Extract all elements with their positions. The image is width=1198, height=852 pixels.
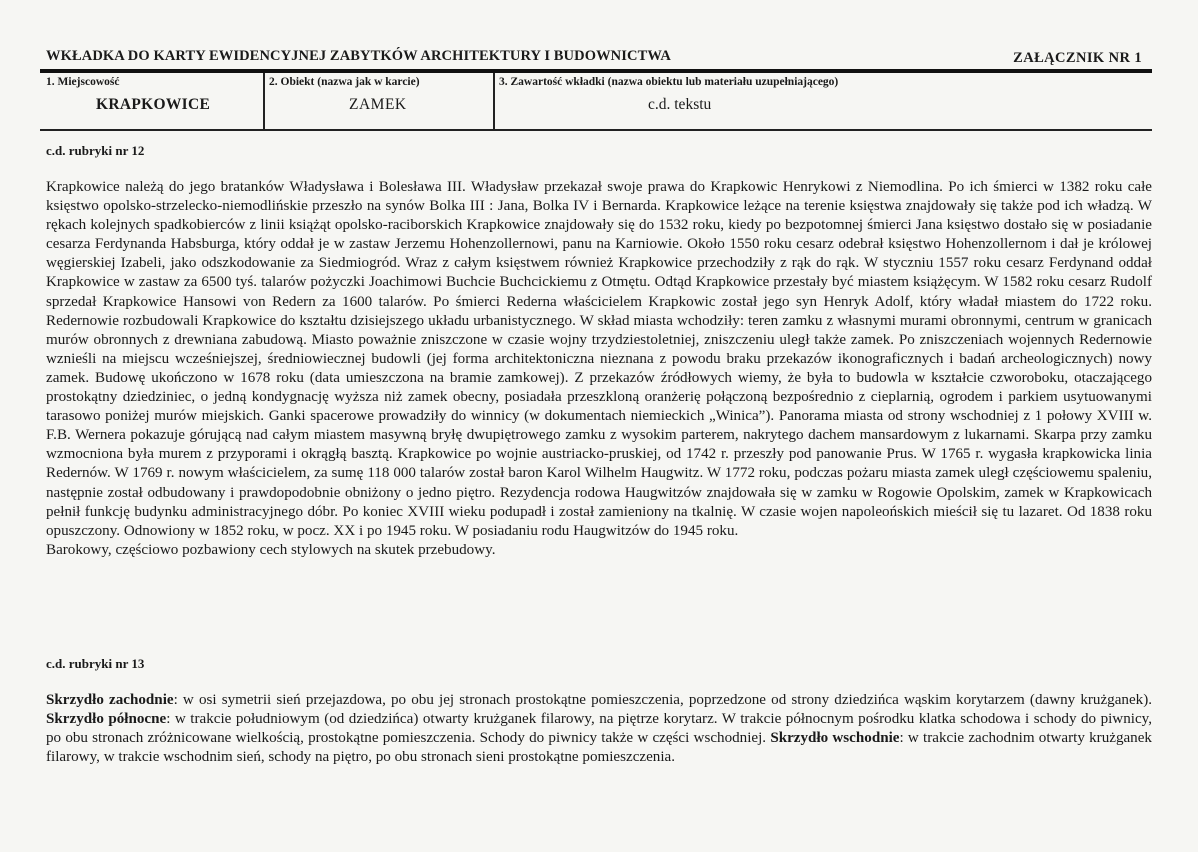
- east-wing-heading: Skrzydło wschodnie: [770, 730, 900, 747]
- east-wing-text: : w trakcie zachodnim otwarty krużganek filarowy, w trakcie wschodnim sień, schody na piętro, po obu stronach sieni prostokątne pomieszczenia.: [46, 730, 1152, 766]
- attachment-number: ZAŁĄCZNIK NR 1: [1013, 50, 1142, 66]
- north-wing-heading: Skrzydło północne: [46, 711, 167, 728]
- locality-value: KRAPKOWICE: [96, 96, 211, 113]
- section-12-paragraph: Krapkowice należą do jego bratanków Władysława i Bolesława III. Władysław przekazał swoje prawa do Krapkowic Henrykowi z Niemodlina. Po ich śmierci w 1382 roku całe księstwo opolsko-strzelecko-niemodlińskie przeszło na synów Bolka III : Jana, Bolka IV i Bernarda. Krapkowice leżące na terenie księstwa znajdowały się także pod ich władzą. W rękach kolejnych spadkobierców z linii książąt opolsko-raciborskich Krapkowice znajdowały się do 1532 roku, kiedy po bezpotomnej śmierci Jana księstwo dostało się w posiadanie cesarza Ferdynanda Habsburga, który oddał je w zastaw Jerzemu Hohenzollernowi, panu na Karniowie. Około 1550 roku cesarz odebrał księstwo Hohenzollernom i dał je królowej węgierskiej Izabeli, jako odszkodowanie za Siedmiogród. Wraz z całym księstwem również Krapkowice przechodziły z rąk do rąk. W styczniu 1557 roku cesarz Ferdynand oddał Krapkowice w zastaw za 6500 tyś. talarów pożyczki Joachimowi Buchcie Buchcickiemu z Otmętu. Odtąd Krapkowice przestały być miastem książęcym. W 1582 roku cesarz Rudolf sprzedał Krapkowice Hansowi von Redern za 1600 talarów. Po śmierci Rederna właścicielem Krapkowic został jego syn Henryk Adolf, który władał miastem do 1722 roku. Redernowie rozbudowali Krapkowice do kształtu dzisiejszego układu urbanistycznego. W skład miasta wchodziły: teren zamku z własnymi murami obronnymi, centrum w granicach murów obronnych z drewniana zabudową. Miasto poważnie zniszczone w czasie wojny trzydziestoletniej, zniszczeniu uległ także zamek. Po zniszczeniach wojennych Redernowie wznieśli na miejscu wcześniejszej, średniowiecznej budowli (jej forma architektoniczna nieznana z powodu braku przekazów ikonograficznych i badań archeologicznych) nowy zamek. Budowę ukończono w 1678 roku (data umieszczona na bramie zamkowej). Z przekazów źródłowych wiemy, że była to budowla w kształcie czworoboku, otaczającego prostokątny dziedziniec, o jedną kondygnację wyższa niż zamek obecny, posiadała przeszkloną oranżerię połączoną bezpośrednio z cieplarnią, ogrodem i parkiem usytuowanymi tarasowo poniżej murów miejskich. Ganki spacerowe prowadziły do winnicy (w dokumentach niemieckich „Winica”). Panorama miasta od strony wschodniej z 1 połowy XVIII w. F.B. Wernera pokazuje górującą nad całym miastem masywną bryłę dwupiętrowego zamku z wysokim parterem, nakrytego dachem mansardowym z lukarnami. Skarpa przy zamku wzmocniona była murem z przyporami i okrągłą basztą. Krapkowice po wojnie austriacko-pruskiej, od 1742 r. przeszły pod panowanie Prus. W 1765 r. wygasła krapkowicka linia Redernów. W 1769 r. nowym właścicielem, za sumę 118 000 talarów został baron Karol Wilhelm Haugwitz. W 1772 roku, podczas pożaru miasta zamek uległ częściowemu spaleniu, następnie został odbudowany i prawdopodobnie obniżony o jedno piętro. Rezydencja rodowa Haugwitzów znajdowała się w zamku w Rogowie Opolskim, zamek w Krapkowicach pełnił funkcję budynku administracyjnego dóbr. Po koniec XVIII wieku podupadł i został zamieniony na tkalnię. W czasie wojen napoleońskich mieścił się tu lazaret. Od 1838 roku opuszczony. Odnowiony w 1852 roku, w pocz. XX i po 1945 roku. W posiadaniu rodu Haugwitzów do 1945 roku.: [46, 179, 1152, 539]
- section-12-summary: Barokowy, częściowo pozbawiony cech stylowych na skutek przebudowy.: [46, 541, 496, 558]
- header-rule: [40, 69, 1152, 73]
- object-value: ZAMEK: [349, 96, 407, 113]
- fields-rule: [40, 129, 1152, 131]
- form-title: WKŁADKA DO KARTY EWIDENCYJNEJ ZABYTKÓW ARCHITEKTURY I BUDOWNICTWA: [46, 48, 671, 64]
- locality-label: 1. Miejscowość: [46, 76, 120, 88]
- west-wing-heading: Skrzydło zachodnie: [46, 692, 174, 708]
- north-wing-text: : w trakcie południowym (od dziedzińca) otwarty krużganek filarowy, na piętrze korytarz. W trakcie północnym pośrodku klatka schodowa i schody do piwnicy, po obu stronach zróżnicowane wielkością, prostokątne pomieszczenia. Schody do piwnicy także w części wschodniej.: [46, 711, 1152, 747]
- west-wing-text: : w osi symetrii sień przejazdowa, po obu jej stronach prostokątne pomieszczenia, poprzedzone od strony dziedzińca wąskim korytarzem (dawny krużganek).: [173, 692, 1152, 708]
- content-label: 3. Zawartość wkładki (nazwa obiektu lub materiału uzupełniającego): [499, 76, 839, 88]
- section-12-label: c.d. rubryki nr 12: [46, 143, 145, 158]
- column-divider: [493, 73, 495, 129]
- section-12-text: [46, 178, 1152, 560]
- content-value: c.d. tekstu: [648, 96, 712, 113]
- object-label: 2. Obiekt (nazwa jak w karcie): [269, 76, 420, 88]
- section-13-text: [46, 691, 1152, 767]
- section-13-label: c.d. rubryki nr 13: [46, 656, 145, 671]
- column-divider: [263, 73, 265, 129]
- wings-description: [46, 691, 1152, 767]
